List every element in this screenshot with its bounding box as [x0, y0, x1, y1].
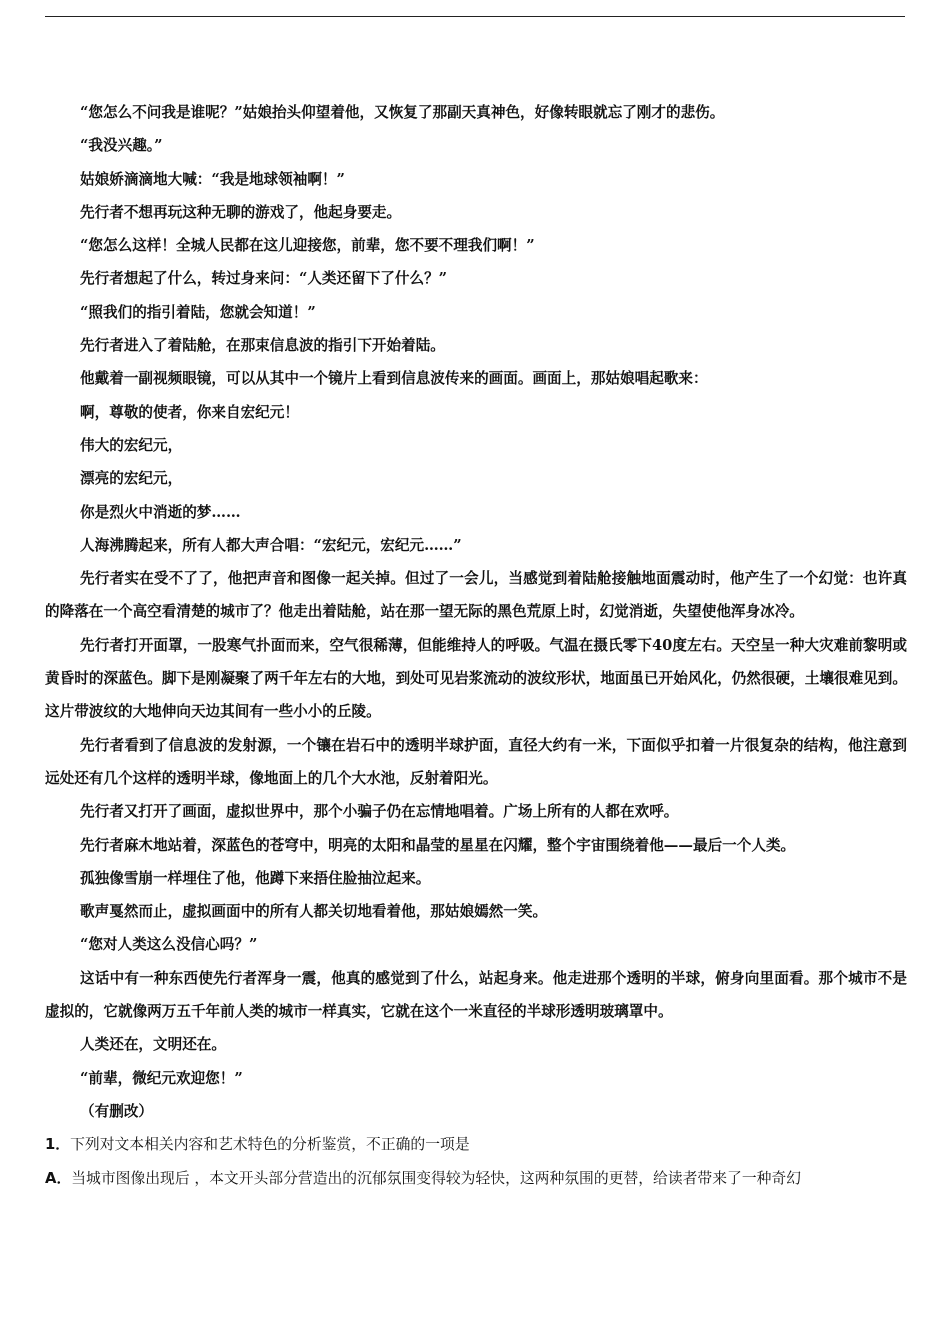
song-line: 啊，尊敬的使者，你来自宏纪元！	[80, 403, 299, 421]
paragraph: “我没兴趣。”	[80, 137, 163, 155]
paragraph: 他戴着一副视频眼镜，可以从其中一个镜片上看到信息波传来的画面。画面上，那姑娘唱起歌来：	[80, 370, 708, 388]
paragraph: 歌声戛然而止，虚拟画面中的所有人都关切地看着他，那姑娘嫣然一笑。	[80, 903, 548, 921]
song-line: 伟大的宏纪元，	[80, 436, 183, 454]
story-text	[45, 96, 907, 1195]
paragraph: “照我们的指引着陆，您就会知道！”	[80, 303, 316, 321]
paragraph: 姑娘娇滴滴地大喊：“我是地球领袖啊！”	[80, 170, 345, 188]
question-text: 下列对文本相关内容和艺术特色的分析鉴赏，不正确的一项是	[70, 1136, 470, 1154]
paragraph: 这话中有一种东西使先行者浑身一震，他真的感觉到了什么，站起身来。他走进那个透明的半球，俯身向里面看。那个城市不是虚拟的，它就像两万五千年前人类的城市一样真实，它就在这个一米直径的半球形透明玻璃罩中。	[45, 969, 907, 1021]
paragraph: “您怎么不问我是谁呢？”姑娘抬头仰望着他，又恢复了那副天真神色，好像转眼就忘了刚才的悲伤。	[80, 104, 725, 121]
option-a[interactable]	[45, 1162, 907, 1195]
source-note: （有删改）	[80, 1102, 154, 1120]
paragraph: 先行者想起了什么，转过身来问：“人类还留下了什么？”	[80, 270, 448, 288]
paragraph: 人类还在，文明还在。	[80, 1036, 226, 1054]
paragraph: 先行者又打开了画面，虚拟世界中，那个小骗子仍在忘情地唱着。广场上所有的人都在欢呼。	[80, 803, 679, 821]
paragraph: 先行者麻木地站着，深蓝色的苍穹中，明亮的太阳和晶莹的星星在闪耀，整个宇宙围绕着他——最后一个人类。	[80, 836, 796, 854]
question-stem	[45, 1128, 907, 1161]
option-a-text: 当城市图像出现后 ，本文开头部分营造出的沉郁氛围变得较为轻快，这两种氛围的更替，给读者带来了一种奇幻	[71, 1169, 802, 1187]
paragraph: “您对人类这么没信心吗？”	[80, 936, 258, 954]
paragraph: 先行者实在受不了了，他把声音和图像一起关掉。但过了一会儿，当感觉到着陆舱接触地面震动时，他产生了一个幻觉：也许真的降落在一个高空看清楚的城市了？他走出着陆舱，站在那一望无际的黑色荒原上时，幻觉消逝，失望使他浑身冰冷。	[45, 570, 907, 621]
song-line: 漂亮的宏纪元，	[80, 470, 183, 488]
paragraph: 人海沸腾起来，所有人都大声合唱：“宏纪元，宏纪元……”	[80, 536, 462, 554]
song-line: 你是烈火中消逝的梦……	[80, 503, 241, 521]
paragraph: “您怎么这样！全城人民都在这儿迎接您，前辈，您不要不理我们啊！”	[80, 237, 535, 255]
paragraph: 先行者进入了着陆舱，在那束信息波的指引下开始着陆。	[80, 337, 445, 355]
paragraph: 先行者不想再玩这种无聊的游戏了，他起身要走。	[80, 203, 402, 221]
paragraph: “前辈，微纪元欢迎您！”	[80, 1069, 243, 1087]
header-rule	[45, 16, 905, 17]
option-a-label: A．	[45, 1169, 72, 1187]
question-number: 1．	[45, 1136, 71, 1154]
paragraph: 先行者打开面罩，一股寒气扑面而来，空气很稀薄，但能维持人的呼吸。气温在摄氏零下40度左右。天空呈一种大灾难前黎明或黄昏时的深蓝色。脚下是刚凝聚了两千年左右的大地，到处可见岩浆流动的波纹形状，地面虽已开始风化，仍然很硬，土壤很难见到。这片带波纹的大地伸向天边其间有一些小小的丘陵。	[45, 636, 907, 721]
paragraph: 孤独像雪崩一样埋住了他，他蹲下来捂住脸抽泣起来。	[80, 869, 431, 887]
paragraph: 先行者看到了信息波的发射源，一个镶在岩石中的透明半球护面，直径大约有一米，下面似乎扣着一片很复杂的结构，他注意到远处还有几个这样的透明半球，像地面上的几个大水池，反射着阳光。	[45, 736, 907, 787]
